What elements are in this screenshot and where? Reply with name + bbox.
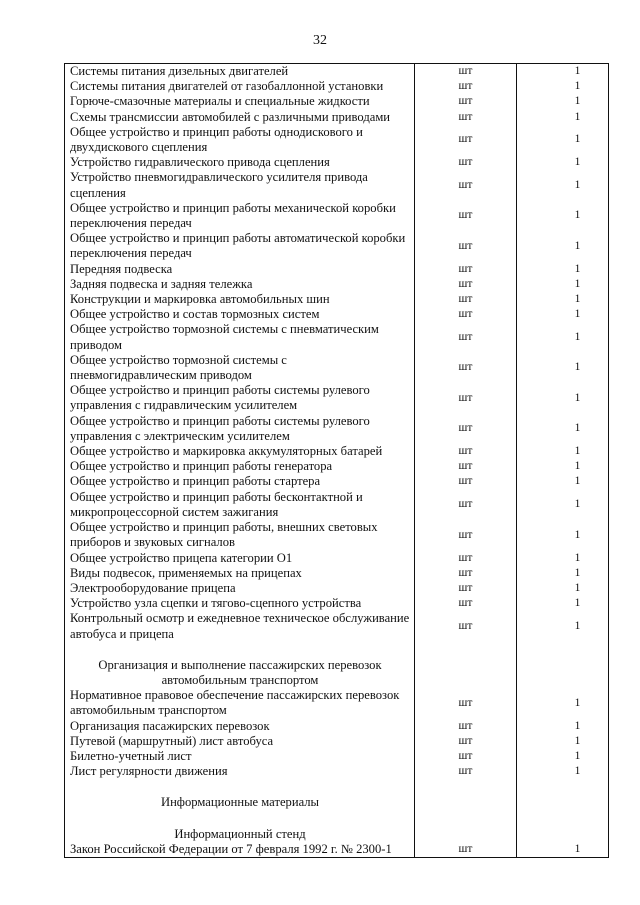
empty-cell — [415, 658, 517, 688]
table-row — [65, 734, 609, 749]
item-quantity: 1 — [517, 292, 609, 307]
table-row — [65, 110, 609, 125]
item-quantity: 1 — [517, 155, 609, 170]
item-name: Общее устройство и принцип работы генератора — [65, 459, 415, 474]
table-row — [65, 353, 609, 383]
table-row — [65, 688, 609, 718]
empty-cell — [65, 642, 415, 658]
item-unit: шт — [415, 719, 517, 734]
section-heading: Информационный стенд — [65, 827, 415, 842]
item-unit: шт — [415, 581, 517, 596]
table-row — [65, 79, 609, 94]
empty-cell — [517, 658, 609, 688]
table-row — [65, 520, 609, 550]
table-row — [65, 749, 609, 764]
table-row — [65, 474, 609, 489]
table-row — [65, 64, 609, 80]
item-quantity: 1 — [517, 611, 609, 641]
item-name: Общее устройство тормозной системы с пневматическим приводом — [65, 322, 415, 352]
empty-cell — [517, 827, 609, 842]
item-quantity: 1 — [517, 596, 609, 611]
page-number: 32 — [313, 33, 327, 48]
empty-cell — [65, 811, 415, 827]
item-name: Общее устройство прицепа категории О1 — [65, 551, 415, 566]
item-unit: шт — [415, 566, 517, 581]
section-heading-row — [65, 658, 609, 688]
item-quantity: 1 — [517, 688, 609, 718]
table-row — [65, 490, 609, 520]
item-name: Устройство узла сцепки и тягово-сцепного устройства — [65, 596, 415, 611]
table-row — [65, 444, 609, 459]
table-row — [65, 231, 609, 261]
table-row — [65, 262, 609, 277]
item-quantity: 1 — [517, 459, 609, 474]
section-heading: Информационные материалы — [65, 795, 415, 810]
table-row — [65, 94, 609, 109]
section-heading: Организация и выполнение пассажирских перевозок автомобильным транспортом — [65, 658, 415, 688]
item-unit: шт — [415, 459, 517, 474]
item-unit: шт — [415, 125, 517, 155]
empty-cell — [517, 795, 609, 810]
item-unit: шт — [415, 444, 517, 459]
item-quantity: 1 — [517, 490, 609, 520]
item-name: Лист регулярности движения — [65, 764, 415, 779]
item-unit: шт — [415, 734, 517, 749]
table-body — [65, 64, 609, 858]
item-name: Организация пасажирских перевозок — [65, 719, 415, 734]
item-name: Системы питания двигателей от газобаллонной установки — [65, 79, 415, 94]
item-quantity: 1 — [517, 842, 609, 858]
item-quantity: 1 — [517, 307, 609, 322]
empty-cell — [415, 779, 517, 795]
item-unit: шт — [415, 353, 517, 383]
empty-cell — [65, 779, 415, 795]
item-quantity: 1 — [517, 201, 609, 231]
item-quantity: 1 — [517, 474, 609, 489]
item-quantity: 1 — [517, 64, 609, 80]
item-quantity: 1 — [517, 231, 609, 261]
item-quantity: 1 — [517, 262, 609, 277]
empty-cell — [415, 642, 517, 658]
item-name: Общее устройство и маркировка аккумуляторных батарей — [65, 444, 415, 459]
item-unit: шт — [415, 64, 517, 80]
item-quantity: 1 — [517, 581, 609, 596]
table-row — [65, 125, 609, 155]
item-quantity: 1 — [517, 764, 609, 779]
table-row — [65, 322, 609, 352]
item-name: Общее устройство и состав тормозных систем — [65, 307, 415, 322]
empty-cell — [517, 642, 609, 658]
item-name: Передняя подвеска — [65, 262, 415, 277]
item-name: Электрооборудование прицепа — [65, 581, 415, 596]
section-heading-row — [65, 827, 609, 842]
item-name: Задняя подвеска и задняя тележка — [65, 277, 415, 292]
item-quantity: 1 — [517, 520, 609, 550]
item-unit: шт — [415, 688, 517, 718]
table-row — [65, 292, 609, 307]
item-unit: шт — [415, 307, 517, 322]
item-name: Общее устройство и принцип работы автоматической коробки переключения передач — [65, 231, 415, 261]
empty-cell — [517, 779, 609, 795]
item-name: Закон Российской Федерации от 7 февраля 1992 г. № 2300-1 — [65, 842, 415, 858]
item-unit: шт — [415, 490, 517, 520]
item-quantity: 1 — [517, 444, 609, 459]
spacer-row — [65, 779, 609, 795]
item-name: Устройство пневмогидравлического усилителя привода сцепления — [65, 170, 415, 200]
item-unit: шт — [415, 749, 517, 764]
item-quantity: 1 — [517, 414, 609, 444]
item-quantity: 1 — [517, 566, 609, 581]
table-row — [65, 277, 609, 292]
table-row — [65, 842, 609, 858]
item-unit: шт — [415, 262, 517, 277]
item-unit: шт — [415, 842, 517, 858]
item-name: Билетно-учетный лист — [65, 749, 415, 764]
item-unit: шт — [415, 170, 517, 200]
item-name: Общее устройство и принцип работы бесконтактной и микропроцессорной систем зажигания — [65, 490, 415, 520]
section-heading-row — [65, 795, 609, 810]
item-unit: шт — [415, 231, 517, 261]
item-name: Контрольный осмотр и ежедневное техническое обслуживание автобуса и прицепа — [65, 611, 415, 641]
item-unit: шт — [415, 201, 517, 231]
item-name: Схемы трансмиссии автомобилей с различными приводами — [65, 110, 415, 125]
table-row — [65, 719, 609, 734]
item-name: Горюче-смазочные материалы и специальные жидкости — [65, 94, 415, 109]
table-row — [65, 459, 609, 474]
table-row — [65, 551, 609, 566]
table-row — [65, 596, 609, 611]
item-unit: шт — [415, 383, 517, 413]
table-row — [65, 307, 609, 322]
table-row — [65, 764, 609, 779]
item-quantity: 1 — [517, 79, 609, 94]
empty-cell — [415, 795, 517, 810]
item-unit: шт — [415, 277, 517, 292]
equipment-table — [64, 63, 609, 858]
table-row — [65, 566, 609, 581]
table-row — [65, 581, 609, 596]
item-quantity: 1 — [517, 734, 609, 749]
item-name: Общее устройство и принцип работы системы рулевого управления с электрическим усилителем — [65, 414, 415, 444]
item-name: Виды подвесок, применяемых на прицепах — [65, 566, 415, 581]
item-name: Общее устройство и принцип работы системы рулевого управления с гидравлическим усилителем — [65, 383, 415, 413]
item-quantity: 1 — [517, 170, 609, 200]
item-unit: шт — [415, 110, 517, 125]
item-name: Устройство гидравлического привода сцепления — [65, 155, 415, 170]
empty-cell — [415, 811, 517, 827]
table-row — [65, 170, 609, 200]
item-quantity: 1 — [517, 551, 609, 566]
item-quantity: 1 — [517, 383, 609, 413]
item-name: Общее устройство и принцип работы однодискового и двухдискового сцепления — [65, 125, 415, 155]
item-unit: шт — [415, 322, 517, 352]
item-name: Путевой (маршрутный) лист автобуса — [65, 734, 415, 749]
item-name: Общее устройство и принцип работы механической коробки переключения передач — [65, 201, 415, 231]
item-unit: шт — [415, 414, 517, 444]
item-unit: шт — [415, 596, 517, 611]
table-row — [65, 201, 609, 231]
item-unit: шт — [415, 551, 517, 566]
item-unit: шт — [415, 764, 517, 779]
table-row — [65, 155, 609, 170]
item-quantity: 1 — [517, 353, 609, 383]
item-quantity: 1 — [517, 110, 609, 125]
item-quantity: 1 — [517, 94, 609, 109]
item-unit: шт — [415, 474, 517, 489]
item-quantity: 1 — [517, 277, 609, 292]
item-unit: шт — [415, 292, 517, 307]
item-name: Общее устройство и принцип работы, внешних световых приборов и звуковых сигналов — [65, 520, 415, 550]
item-quantity: 1 — [517, 719, 609, 734]
item-name: Нормативное правовое обеспечение пассажирских перевозок автомобильным транспортом — [65, 688, 415, 718]
item-name: Общее устройство тормозной системы с пневмогидравлическим приводом — [65, 353, 415, 383]
spacer-row — [65, 811, 609, 827]
item-unit: шт — [415, 520, 517, 550]
item-name: Общее устройство и принцип работы стартера — [65, 474, 415, 489]
empty-cell — [517, 811, 609, 827]
item-name: Системы питания дизельных двигателей — [65, 64, 415, 80]
empty-cell — [415, 827, 517, 842]
item-name: Конструкции и маркировка автомобильных шин — [65, 292, 415, 307]
spacer-row — [65, 642, 609, 658]
item-quantity: 1 — [517, 125, 609, 155]
table-row — [65, 383, 609, 413]
item-unit: шт — [415, 79, 517, 94]
item-quantity: 1 — [517, 749, 609, 764]
item-quantity: 1 — [517, 322, 609, 352]
item-unit: шт — [415, 611, 517, 641]
item-unit: шт — [415, 94, 517, 109]
table-row — [65, 611, 609, 641]
table-row — [65, 414, 609, 444]
item-unit: шт — [415, 155, 517, 170]
